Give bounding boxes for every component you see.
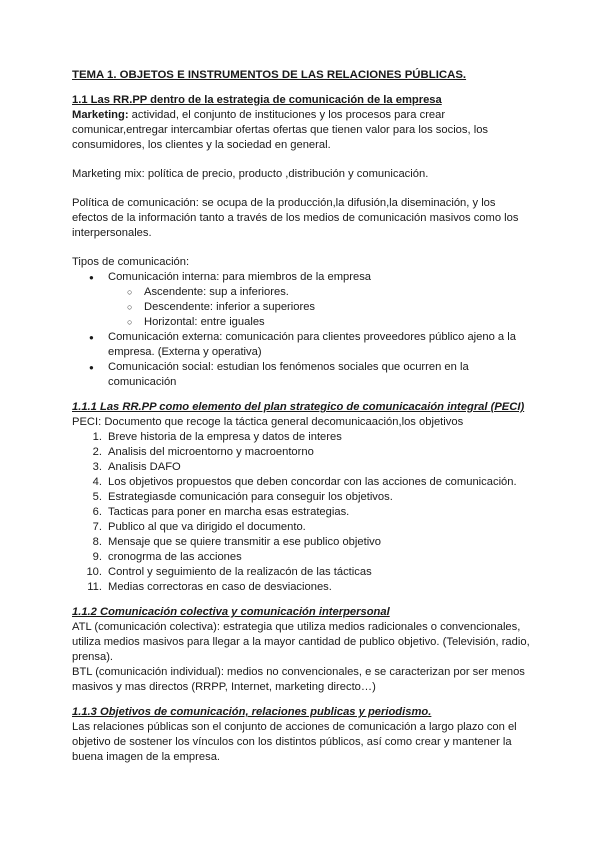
list-item: 5. Estrategiasde comunicación para conseguir los objetivos. xyxy=(92,491,393,503)
rrpp-text: Las relaciones públicas son el conjunto de acciones de comunicación a largo plazo con el objetivo de sostener los vínculos con los distintos públicos, así como crear y mantener la buena imagen de la empresa. xyxy=(72,721,517,763)
list-item: ● Comunicación externa: comunicación para clientes proveedores público ajeno a la empresa. (Externa y operativa) xyxy=(72,330,532,360)
list-item: ● Comunicación social: estudian los fenómenos sociales que ocurren en la comunicación xyxy=(72,360,532,390)
list-item: 8. Mensaje que se quiere transmitir a ese publico objetivo xyxy=(92,536,382,548)
list-item: 1. Breve historia de la empresa y datos de interes xyxy=(92,431,342,443)
list-item: 10. Control y seguimiento de la realizacón de las tácticas xyxy=(86,566,372,578)
politica-comunicacion: Política de comunicación: se ocupa de la producción,la difusión,la diseminación, y los efectos de la información tanto a través de los medios de comunicación masivos como los interpersonales. xyxy=(72,197,519,239)
section-1-1-heading: 1.1 Las RR.PP dentro de la estrategia de comunicación de la empresa xyxy=(72,94,442,106)
section-1-1-1-heading: 1.1.1 Las RR.PP como elemento del plan strategico de comunicacaión integral (PECI) xyxy=(72,401,525,413)
marketing-label: Marketing: xyxy=(72,109,129,121)
btl-text: BTL (comunicación individual): medios no convencionales, e se caracterizan por ser menos masivos y mas directos (RRPP, Internet, marketing directo…) xyxy=(72,666,525,693)
list-item: 11. Medias correctoras en caso de desviaciones. xyxy=(87,581,332,593)
atl-text: ATL (comunicación colectiva): estrategia que utiliza medios radicionales o convencionales, utiliza medios masivos para llegar a la mayor cantidad de publico objetivo. (Televisión, radio, prensa). xyxy=(72,621,530,663)
list-item: ○ Horizontal: entre iguales xyxy=(108,315,532,330)
list-item: 6. Tacticas para poner en marcha esas estrategias. xyxy=(92,506,350,518)
list-item: ○ Ascendente: sup a inferiores. xyxy=(108,285,532,300)
marketing-text: actividad, el conjunto de instituciones y los procesos para crear comunicar,entregar intercambiar ofertas ofertas que tienen valor para los socios, los consumidores, los clientes y la sociedad en general. xyxy=(72,109,489,151)
interna-text: Comunicación interna: para miembros de la empresa xyxy=(108,271,372,283)
marketing-mix: Marketing mix: política de precio, producto ,distribución y comunicación. xyxy=(72,168,429,180)
list-item: 2. Analisis del microentorno y macroentorno xyxy=(92,446,314,458)
list-item xyxy=(72,270,532,330)
section-1-1-3-heading: 1.1.3 Objetivos de comunicación, relaciones publicas y periodismo. xyxy=(72,706,432,718)
peci-intro: PECI: Documento que recoge la táctica general decomunicaación,los objetivos xyxy=(72,416,464,428)
list-item: 3. Analisis DAFO xyxy=(92,461,181,473)
list-item: 7. Publico al que va dirigido el documento. xyxy=(92,521,306,533)
interna-sublist xyxy=(108,285,532,330)
document-page xyxy=(72,68,532,765)
section-1-1-2-heading: 1.1.2 Comunicación colectiva y comunicación interpersonal xyxy=(72,606,390,618)
tipos-heading: Tipos de comunicación: xyxy=(72,256,190,268)
list-item: ○ Descendente: inferior a superiores xyxy=(108,300,532,315)
peci-list xyxy=(72,430,532,595)
list-item: 4. Los objetivos propuestos que deben concordar con las acciones de comunicación. xyxy=(92,476,517,488)
marketing-definition xyxy=(72,108,532,153)
list-item: 9. cronogrma de las acciones xyxy=(92,551,242,563)
document-title: TEMA 1. OBJETOS E INSTRUMENTOS DE LAS RELACIONES PÚBLICAS. xyxy=(72,69,467,81)
tipos-list xyxy=(72,270,532,390)
